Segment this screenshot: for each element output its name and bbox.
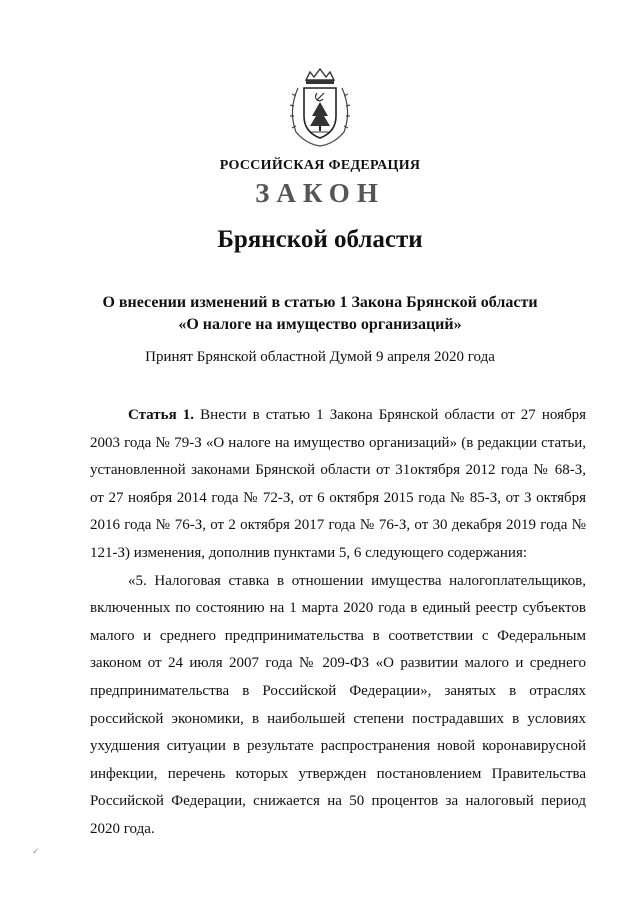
law-title [60,292,580,336]
law-body [90,402,586,844]
coat-of-arms-icon [284,66,356,150]
article-1-paragraph [90,402,586,568]
adoption-note: Принят Брянской областной Думой 9 апреля 2020 года [145,349,495,365]
law-title-line-1: О внесении изменений в статью 1 Закона Брянской области [102,294,538,311]
country-heading: РОССИЙСКАЯ ФЕДЕРАЦИЯ [219,158,421,173]
law-heading: ЗАКОН [255,178,385,208]
clause-5-paragraph: «5. Налоговая ставка в отношении имущества налогоплательщиков, включенных по состоянию на 1 марта 2020 года в единый реестр субъектов малого и среднего предпринимательства в соответствии с Федеральным законом от 24 июля 2007 года № 209-ФЗ «О развитии малого и среднего предпринимательства в Российской Федерации», занятых в отраслях российской экономики, в наибольшей степени пострадавших в условиях ухудшения ситуации в результате распространения новой коронавирусной инфекции, перечень которых утвержден постановлением Правительства Российской Федерации, снижается на 50 процентов за налоговый период 2020 года. [90,572,586,837]
region-heading: Брянской области [217,226,423,253]
margin-mark: ✓ [32,846,40,856]
article-1-label: Статья 1. [128,407,195,423]
law-title-line-2: «О налоге на имущество организаций» [178,316,462,333]
article-1-text: Внести в статью 1 Закона Брянской области от 27 ноября 2003 года № 79-З «О налоге на имущество организаций» (в редакции статьи, установленной законами Брянской области от 31октября 2012 года № 68-З, от 27 ноября 2014 года № 72-З, от 6 октября 2015 года № 85-З, от 3 октября 2016 года № 76-З, от 2 октября 2017 года № 76-З, от 30 декабря 2019 года № 121-З) изменения, дополнив пунктами 5, 6 следующего содержания: [90,407,587,561]
